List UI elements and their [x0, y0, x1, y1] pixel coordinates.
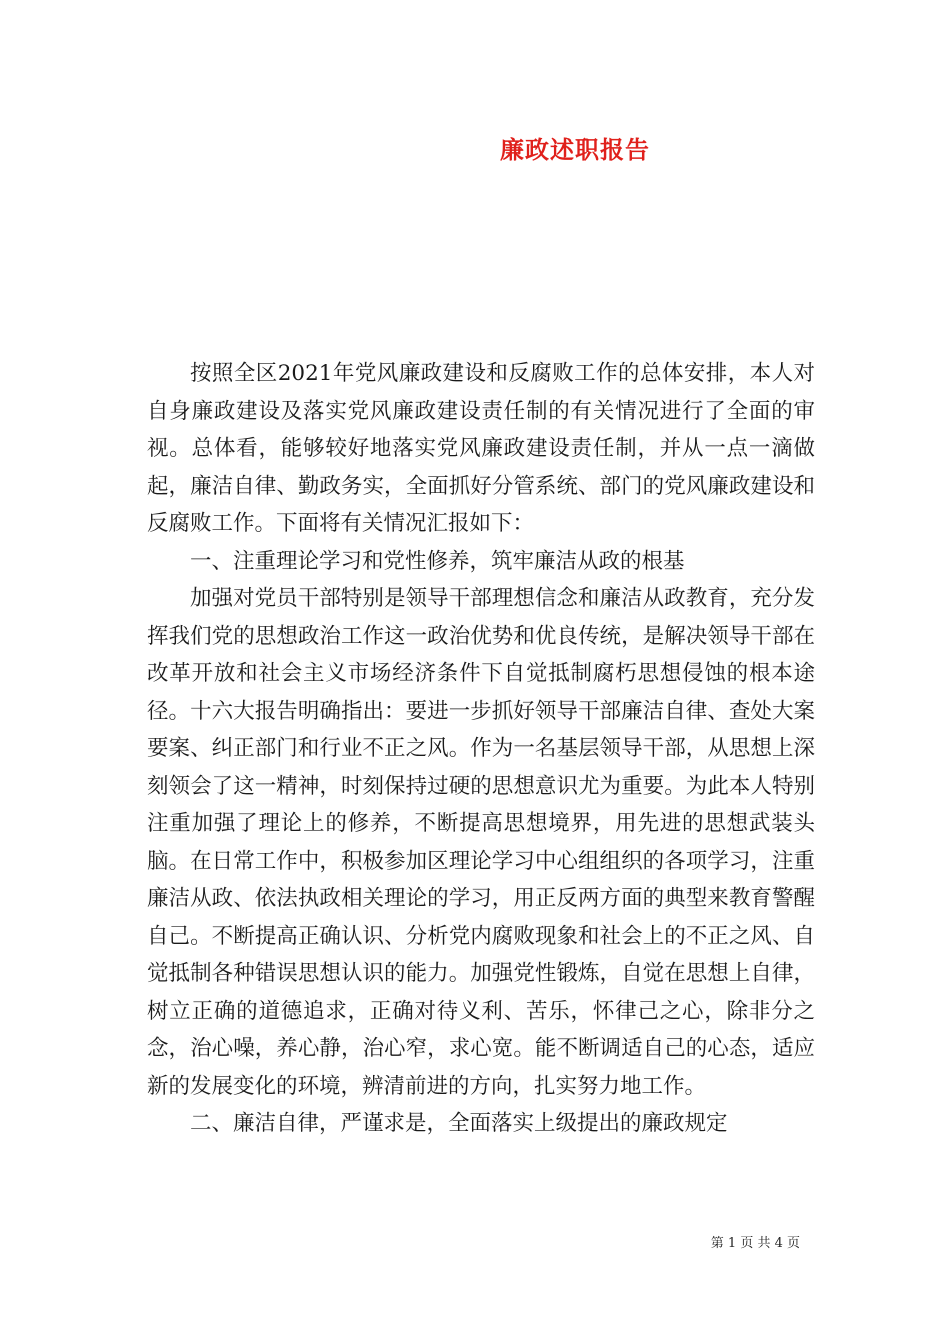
section-heading-2: 二、廉洁自律，严谨求是，全面落实上级提出的廉政规定 [190, 1111, 728, 1136]
intro-paragraph: 按照全区2021年党风廉政建设和反腐败工作的总体安排，本人对自身廉政建设及落实党风廉政建设责任制的有关情况进行了全面的审视。总体看，能够较好地落实党风廉政建设责任制，并从一点一滴做起，廉洁自律、勤政务实，全面抓好分管系统、部门的党风廉政建设和反腐败工作。下面将有关情况汇报如下： [147, 361, 815, 536]
document-title: 廉政述职报告 [500, 135, 650, 164]
section-1-paragraph: 加强对党员干部特别是领导干部理想信念和廉洁从政教育，充分发挥我们党的思想政治工作这一政治优势和优良传统，是解决领导干部在改革开放和社会主义市场经济条件下自觉抵制腐朽思想侵蚀的根本途径。十六大报告明确指出：要进一步抓好领导干部廉洁自律、查处大案要案、纠正部门和行业不正之风。作为一名基层领导干部，从思想上深刻领会了这一精神，时刻保持过硬的思想意识尤为重要。为此本人特别注重加强了理论上的修养，不断提高思想境界，用先进的思想武装头脑。在日常工作中，积极参加区理论学习中心组组织的各项学习，注重廉洁从政、依法执政相关理论的学习，用正反两方面的典型来教育警醒自己。不断提高正确认识、分析党内腐败现象和社会上的不正之风、自觉抵制各种错误思想认识的能力。加强党性锻炼，自觉在思想上自律，树立正确的道德追求，正确对待义利、苦乐，怀律己之心，除非分之念，治心噪，养心静，治心窄，求心宽。能不断调适自己的心态，适应新的发展变化的环境，辨清前进的方向，扎实努力地工作。 [147, 586, 815, 1099]
page-number: 第 1 页 共 4 页 [710, 1236, 800, 1251]
document-body [147, 355, 815, 1143]
section-heading-1: 一、注重理论学习和党性修养，筑牢廉洁从政的根基 [190, 548, 685, 574]
